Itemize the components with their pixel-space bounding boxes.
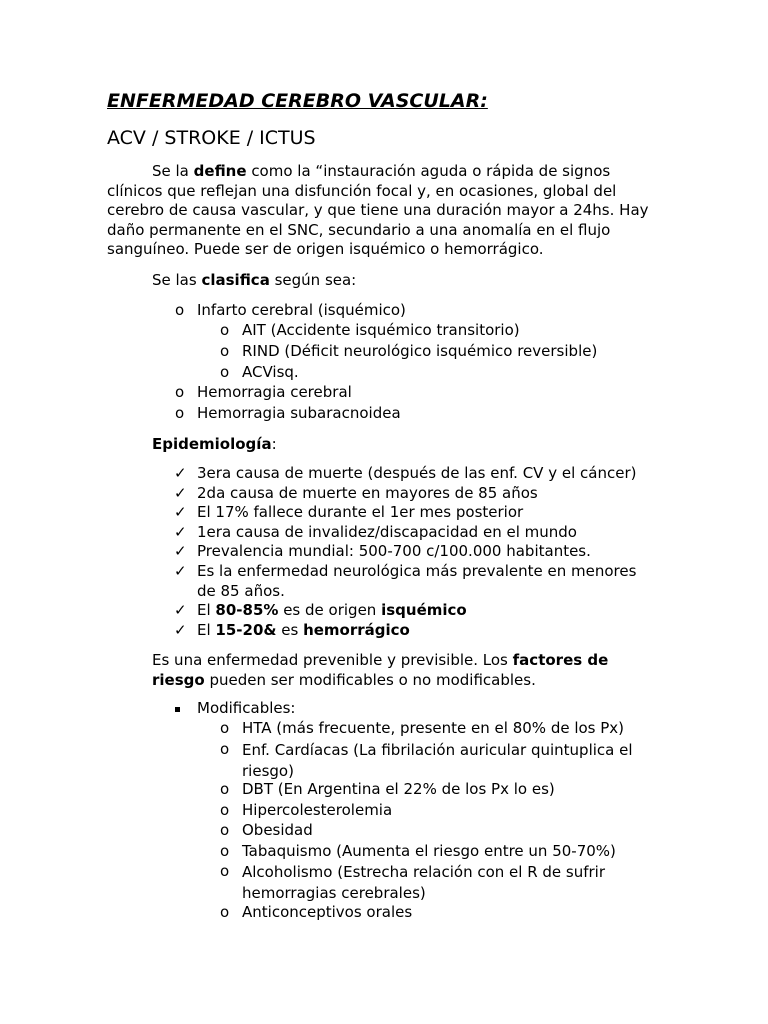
item-text-c: es de origen <box>278 601 382 619</box>
list-item: 2da causa de muerte en mayores de 85 años <box>197 484 538 502</box>
list-item: Enf. Cardíacas (La fibrilación auricular quintuplica el riesgo) <box>242 741 633 780</box>
list-marker: o <box>220 862 230 880</box>
item-text-d: hemorrágico <box>303 621 410 639</box>
list-item <box>197 621 410 641</box>
list-marker: o <box>175 404 185 422</box>
check-icon: ✓ <box>174 464 187 482</box>
list-item: HTA (más frecuente, presente en el 80% de los Px) <box>242 719 625 737</box>
list-marker: o <box>220 321 230 339</box>
list-item: Hemorragia subaracnoidea <box>197 404 401 422</box>
list-marker: o <box>220 740 230 758</box>
list-item: 3era causa de muerte (después de las enf. CV y el cáncer) <box>197 464 637 482</box>
check-icon: ✓ <box>174 503 187 521</box>
item-text-d: isquémico <box>381 601 467 619</box>
square-bullet-icon <box>175 707 180 712</box>
list-item: Hipercolesterolemia <box>242 801 393 819</box>
risk-post: pueden ser modificables o no modificables. <box>204 670 536 689</box>
check-icon: ✓ <box>174 523 187 541</box>
risk-pre: Es una enfermedad prevenible y previsible. Los <box>152 651 513 669</box>
list-item: RIND (Déficit neurológico isquémico reversible) <box>242 342 598 360</box>
check-icon: ✓ <box>174 484 187 502</box>
list-item: Alcoholismo (Estrecha relación con el R de sufrir hemorragias cerebrales) <box>242 863 606 902</box>
list-marker: o <box>220 801 230 819</box>
list-item: AIT (Accidente isquémico transitorio) <box>242 321 520 339</box>
list-item: Anticonceptivos orales <box>242 903 413 921</box>
list-item: El 17% fallece durante el 1er mes posterior <box>197 503 524 521</box>
classification-bold: clasifica <box>201 271 270 289</box>
classification-intro <box>152 271 356 291</box>
classification-pre: Se las <box>152 271 202 289</box>
list-marker: o <box>220 821 230 839</box>
classification-post: según sea: <box>269 271 357 289</box>
item-text-c: es <box>276 621 304 639</box>
definition-post: como la “instauración aguda o rápida de signos clínicos que reflejan una disfunción focal y, en ocasiones, global del cerebro de causa vascular, y que tiene una duración mayor a 24hs. Hay daño permanente en el SNC, secundario a una anomalía en el flujo sanguíneo. Puede ser de origen isquémico o hemorrágico. <box>107 162 649 259</box>
list-item: Tabaquismo (Aumenta el riesgo entre un 50-70%) <box>242 842 616 860</box>
item-text-a: El <box>197 621 216 639</box>
item-text-b: 15-20& <box>215 621 277 639</box>
epidemiology-heading-colon: : <box>271 435 277 453</box>
list-item: Prevalencia mundial: 500-700 c/100.000 habitantes. <box>197 542 591 560</box>
risk-paragraph <box>152 651 655 690</box>
list-item: DBT (En Argentina el 22% de los Px lo es) <box>242 780 555 798</box>
list-item: Infarto cerebral (isquémico) <box>197 301 406 319</box>
modifiable-label: Modificables: <box>197 699 296 717</box>
list-marker: o <box>220 903 230 921</box>
list-marker: o <box>220 780 230 798</box>
list-item: Hemorragia cerebral <box>197 383 352 401</box>
list-marker: o <box>175 383 185 401</box>
epidemiology-heading <box>152 435 277 455</box>
definition-bold: define <box>193 162 247 180</box>
document-subtitle: ACV / STROKE / ICTUS <box>107 127 316 149</box>
list-item <box>197 601 467 621</box>
list-marker: o <box>220 842 230 860</box>
document-title: ENFERMEDAD CEREBRO VASCULAR: <box>107 90 488 112</box>
list-marker: o <box>220 363 230 381</box>
item-text-b: 80-85% <box>215 601 279 619</box>
check-icon: ✓ <box>174 601 187 619</box>
check-icon: ✓ <box>174 621 187 639</box>
check-icon: ✓ <box>174 542 187 560</box>
definition-paragraph <box>107 162 655 260</box>
item-text-a: El <box>197 601 216 619</box>
list-marker: o <box>220 342 230 360</box>
list-item: Es la enfermedad neurológica más prevalente en menores de 85 años. <box>197 562 637 600</box>
list-marker: o <box>220 719 230 737</box>
definition-pre: Se la <box>152 162 194 180</box>
risk-bold: factores de riesgo <box>152 651 609 689</box>
epidemiology-heading-text: Epidemiología <box>152 435 272 453</box>
list-item: 1era causa de invalidez/discapacidad en el mundo <box>197 523 577 541</box>
list-marker: o <box>175 301 185 319</box>
list-item: Obesidad <box>242 821 313 839</box>
check-icon: ✓ <box>174 562 187 580</box>
list-item: ACVisq. <box>242 363 299 381</box>
